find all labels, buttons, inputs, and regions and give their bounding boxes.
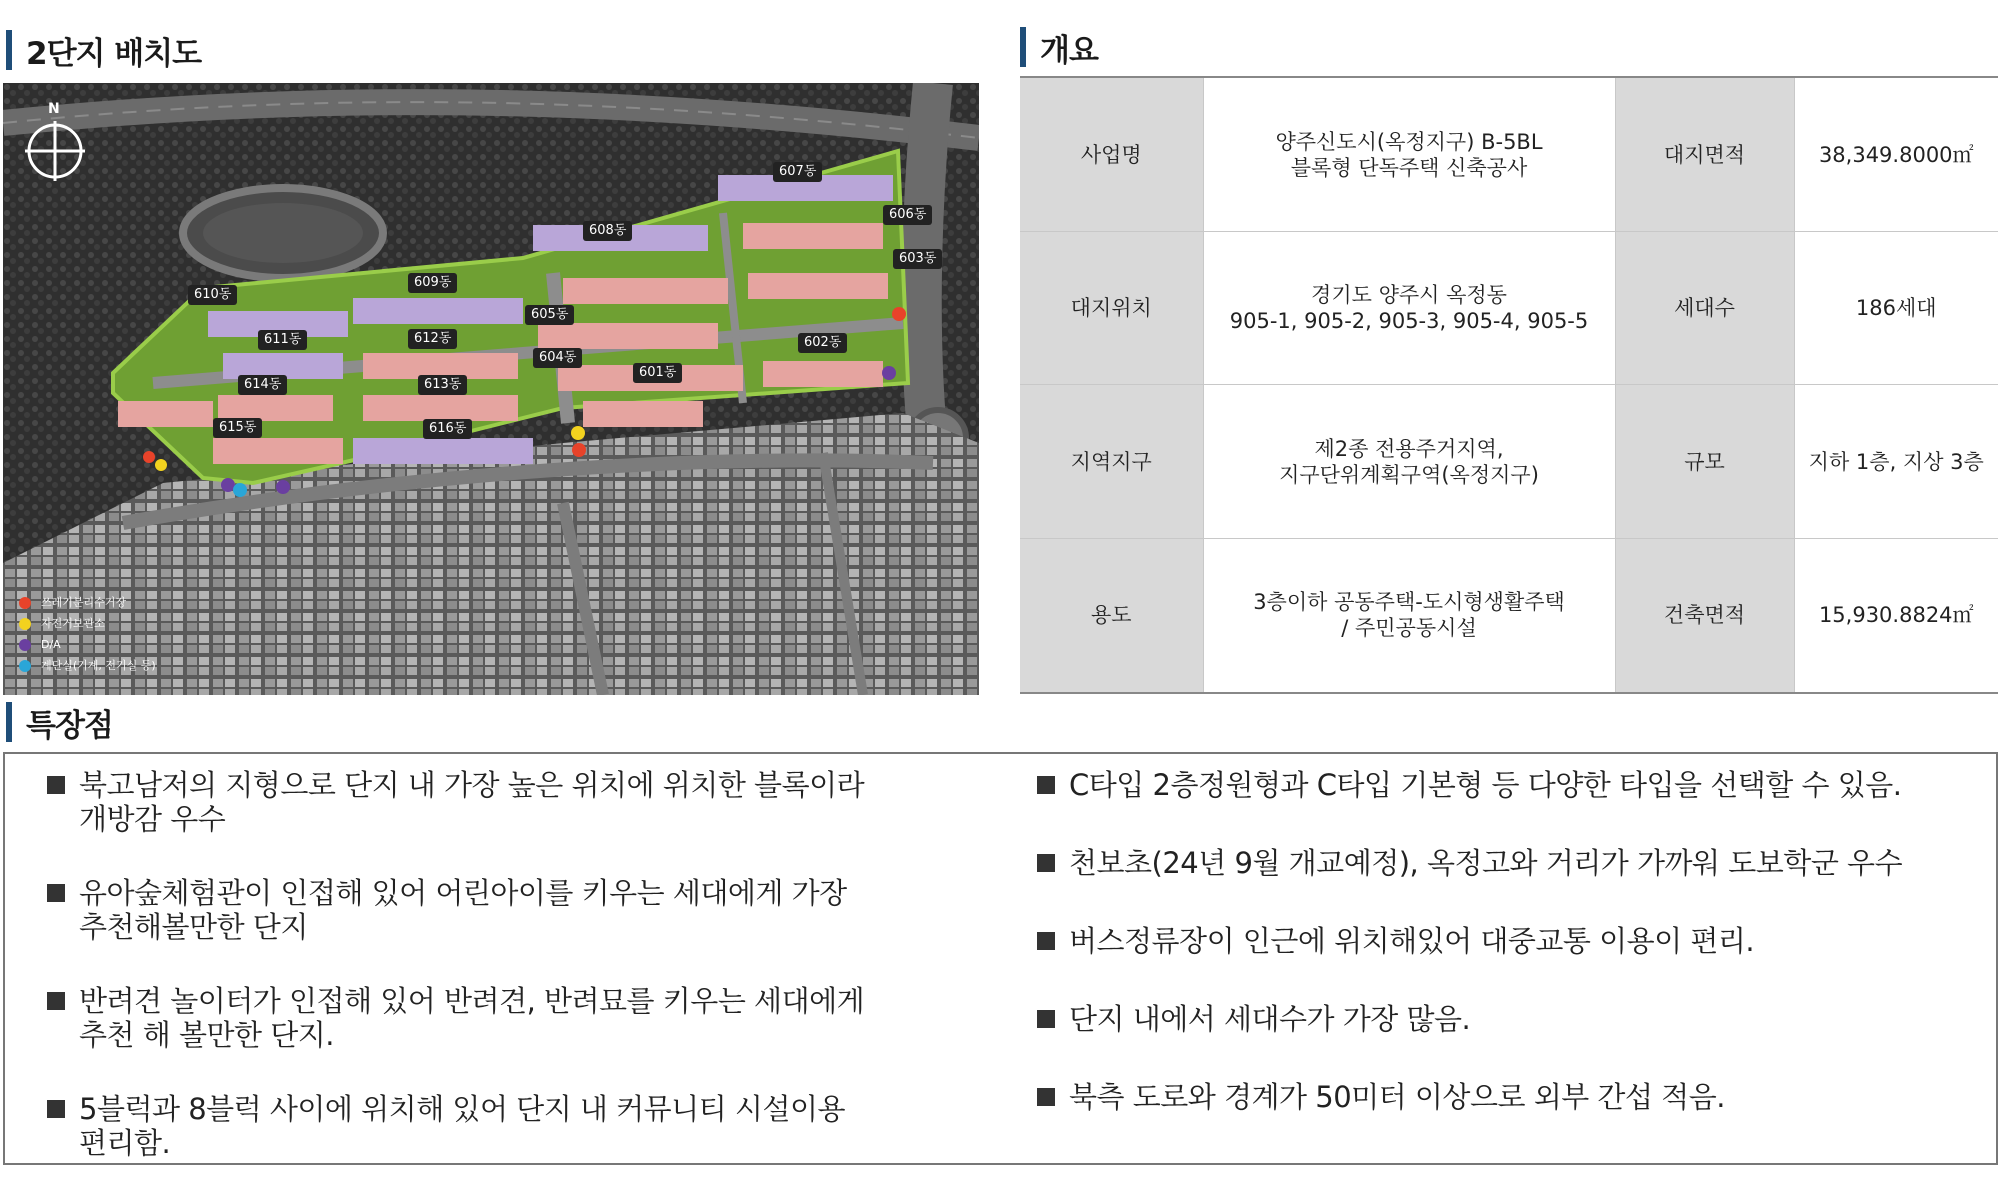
overview-label: 건축면적 [1615,538,1794,693]
building-label: 610동 [188,285,237,305]
overview-value-text: 양주신도시(옥정지구) B-5BL 블록형 단독주택 신축공사 [1275,129,1543,180]
features-box [3,752,1998,1165]
overview-label: 대지면적 [1615,77,1794,232]
building-label: 615동 [213,418,262,438]
overview-label: 세대수 [1615,232,1794,385]
bullet-square-icon [47,884,65,902]
building-label: 616동 [423,419,472,439]
legend-label-bike: 자전거보관소 [41,617,105,630]
overview-label: 사업명 [1020,77,1203,232]
site-plan-title: 2단지 배치도 [26,35,202,72]
legend-label-stair: 계단실(기계, 전기실 등) [41,659,156,672]
building-label: 601동 [633,363,682,383]
heading-accent-bar [6,30,12,70]
building-label: 614동 [238,375,287,395]
feature-text: 반려견 놀이터가 인접해 있어 반려견, 반려묘를 키우는 세대에게 추천 해 볼만한 단지. [79,984,865,1052]
overview-table [1020,76,1998,694]
overview-value-text: 제2종 전용주거지역, 지구단위계획구역(옥정지구) [1279,436,1539,487]
building-label: 606동 [883,205,932,225]
feature-item [1037,1002,1992,1036]
overview-value [1203,77,1615,232]
overview-value: 38,349.8000㎡ [1794,77,1998,232]
bullet-square-icon [47,776,65,794]
legend-dot-stair [19,660,31,672]
feature-text: 유아숲체험관이 인접해 있어 어린아이를 키우는 세대에게 가장 추천해볼만한 단지 [79,876,847,944]
overview-label: 지역지구 [1020,385,1203,538]
feature-text: 5블럭과 8블럭 사이에 위치해 있어 단지 내 커뮤니티 시설이용 편리함. [79,1092,845,1160]
overview-row [1020,232,1998,385]
feature-item [47,768,1007,836]
legend-label-da: D/A [41,638,61,651]
compass-letter: N [48,101,60,117]
features-title: 특장점 [26,707,113,744]
site-plan-graphic [3,83,979,695]
overview-row [1020,538,1998,693]
overview-value-text: 3층이하 공동주택-도시형생활주택 / 주민공동시설 [1253,590,1565,641]
overview-label: 대지위치 [1020,232,1203,385]
feature-text: 천보초(24년 9월 개교예정), 옥정고와 거리가 가까워 도보학군 우수 [1069,846,1903,880]
overview-value: 15,930.8824㎡ [1794,538,1998,693]
bullet-square-icon [1037,776,1055,794]
building-label: 604동 [533,348,582,368]
overview-heading [1020,25,1098,69]
overview-value [1203,232,1615,385]
overview-value-text: 경기도 양주시 옥정동 905-1, 905-2, 905-3, 905-4, 905-5 [1229,283,1589,334]
feature-item [47,984,1007,1052]
feature-text: 북측 도로와 경계가 50미터 이상으로 외부 간섭 적음. [1069,1080,1725,1114]
features-heading [6,700,113,744]
bullet-square-icon [47,992,65,1010]
legend-dot-bike [19,618,31,630]
overview-row [1020,385,1998,538]
bullet-square-icon [47,1100,65,1118]
feature-text: 북고남저의 지형으로 단지 내 가장 높은 위치에 위치한 블록이라 개방감 우수 [79,768,865,836]
feature-text: 버스정류장이 인근에 위치해있어 대중교통 이용이 편리. [1069,924,1755,958]
feature-text: C타입 2층정원형과 C타입 기본형 등 다양한 타입을 선택할 수 있음. [1069,768,1902,802]
building-label: 609동 [408,273,457,293]
feature-item [1037,768,1992,802]
overview-value [1203,538,1615,693]
building-label: 607동 [773,162,822,182]
overview-value: 186세대 [1794,232,1998,385]
legend-dot-waste [19,597,31,609]
feature-item [47,1092,1007,1160]
feature-item [47,876,1007,944]
site-plan-map [3,83,979,695]
building-label: 608동 [583,221,632,241]
building-label: 612동 [408,329,457,349]
building-label: 613동 [418,375,467,395]
bullet-square-icon [1037,1010,1055,1028]
overview-value [1203,385,1615,538]
building-label: 603동 [893,249,942,269]
heading-accent-bar [1020,27,1026,67]
heading-accent-bar [6,702,12,742]
feature-item [1037,924,1992,958]
overview-row [1020,77,1998,232]
bullet-square-icon [1037,932,1055,950]
feature-text: 단지 내에서 세대수가 가장 많음. [1069,1002,1471,1036]
feature-item [1037,846,1992,880]
feature-item [1037,1080,1992,1114]
site-plan-heading [6,28,201,72]
building-label: 602동 [798,333,847,353]
overview-value: 지하 1층, 지상 3층 [1794,385,1998,538]
overview-label: 규모 [1615,385,1794,538]
building-label: 605동 [525,305,574,325]
bullet-square-icon [1037,1088,1055,1106]
legend-dot-da [19,639,31,651]
legend-label-waste: 쓰레기분리수거장 [41,596,127,609]
building-label: 611동 [258,330,307,350]
overview-label: 용도 [1020,538,1203,693]
overview-title: 개요 [1040,32,1098,69]
bullet-square-icon [1037,854,1055,872]
